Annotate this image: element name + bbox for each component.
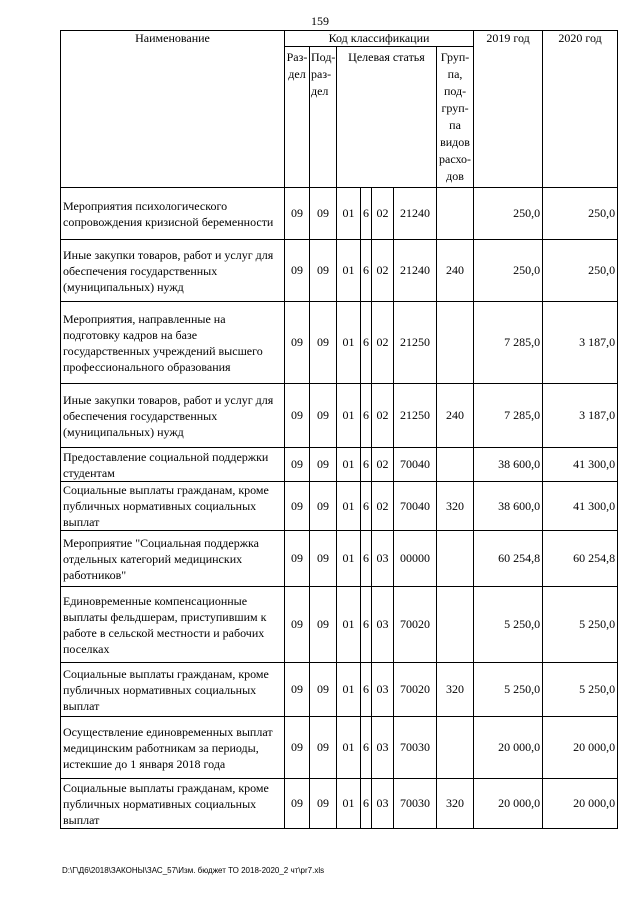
- row-value-2019: 38 600,0: [474, 448, 543, 482]
- row-target-event: 03: [372, 587, 394, 663]
- header-subsection: Под- раз- дел: [310, 47, 337, 188]
- row-target-program: 01: [337, 663, 361, 717]
- table-row: [61, 240, 618, 302]
- row-subsection: 09: [310, 384, 337, 448]
- row-subsection: 09: [310, 587, 337, 663]
- row-expense-type: [437, 531, 474, 587]
- row-value-2019: 250,0: [474, 188, 543, 240]
- row-target-program: 01: [337, 482, 361, 531]
- row-target-event: 03: [372, 779, 394, 829]
- row-expense-type: [437, 717, 474, 779]
- row-section: 09: [285, 587, 310, 663]
- row-value-2020: 250,0: [543, 188, 618, 240]
- table-row: [61, 188, 618, 240]
- row-value-2020: 3 187,0: [543, 384, 618, 448]
- row-value-2019: 20 000,0: [474, 717, 543, 779]
- row-subsection: 09: [310, 482, 337, 531]
- row-name: Иные закупки товаров, работ и услуг для обеспечения государственных (муниципальных) нужд: [61, 384, 285, 448]
- row-section: 09: [285, 663, 310, 717]
- row-name: Осуществление единовременных выплат медицинским работникам за периоды, истекшие до 1 января 2018 года: [61, 717, 285, 779]
- row-target-direction: 70020: [394, 587, 437, 663]
- row-target-event: 03: [372, 717, 394, 779]
- row-value-2019: 38 600,0: [474, 482, 543, 531]
- table-row: [61, 384, 618, 448]
- row-section: 09: [285, 448, 310, 482]
- row-expense-type: [437, 302, 474, 384]
- row-value-2020: 20 000,0: [543, 717, 618, 779]
- row-value-2019: 250,0: [474, 240, 543, 302]
- row-name: Мероприятия психологического сопровождения кризисной беременности: [61, 188, 285, 240]
- table-row: [61, 663, 618, 717]
- row-target-program: 01: [337, 531, 361, 587]
- row-section: 09: [285, 384, 310, 448]
- row-name: Социальные выплаты гражданам, кроме публичных нормативных социальных выплат: [61, 779, 285, 829]
- row-value-2020: 5 250,0: [543, 663, 618, 717]
- row-target-subprogram: 6: [361, 663, 372, 717]
- row-value-2020: 5 250,0: [543, 587, 618, 663]
- row-target-program: 01: [337, 587, 361, 663]
- row-target-subprogram: 6: [361, 384, 372, 448]
- row-target-program: 01: [337, 448, 361, 482]
- row-subsection: 09: [310, 779, 337, 829]
- table-row: [61, 482, 618, 531]
- table-row: [61, 531, 618, 587]
- row-subsection: 09: [310, 240, 337, 302]
- row-target-program: 01: [337, 717, 361, 779]
- row-target-program: 01: [337, 779, 361, 829]
- row-value-2020: 20 000,0: [543, 779, 618, 829]
- table-row: [61, 302, 618, 384]
- row-section: 09: [285, 779, 310, 829]
- row-value-2020: 41 300,0: [543, 482, 618, 531]
- row-value-2020: 41 300,0: [543, 448, 618, 482]
- row-section: 09: [285, 482, 310, 531]
- table-body: [61, 188, 618, 829]
- table-header: [61, 31, 618, 188]
- row-value-2020: 60 254,8: [543, 531, 618, 587]
- row-target-program: 01: [337, 188, 361, 240]
- row-target-subprogram: 6: [361, 779, 372, 829]
- row-section: 09: [285, 717, 310, 779]
- row-name: Мероприятие "Социальная поддержка отдельных категорий медицинских работников": [61, 531, 285, 587]
- file-path-footer: D:\Г\Д6\2018\ЗАКОНЫ\ЗАС_57\Изм. бюджет ТО 2018-2020_2 чт\pr7.xls: [62, 866, 325, 875]
- row-target-event: 02: [372, 482, 394, 531]
- row-target-subprogram: 6: [361, 587, 372, 663]
- row-target-event: 02: [372, 240, 394, 302]
- row-value-2019: 60 254,8: [474, 531, 543, 587]
- row-expense-type: 320: [437, 779, 474, 829]
- row-name: Предоставление социальной поддержки студентам: [61, 448, 285, 482]
- table-row: [61, 448, 618, 482]
- page-number: 159: [311, 14, 329, 28]
- row-target-subprogram: 6: [361, 302, 372, 384]
- row-target-direction: 70030: [394, 779, 437, 829]
- row-value-2019: 7 285,0: [474, 302, 543, 384]
- header-2019: 2019 год: [474, 31, 543, 188]
- row-expense-type: 320: [437, 482, 474, 531]
- row-expense-type: 320: [437, 663, 474, 717]
- row-subsection: 09: [310, 663, 337, 717]
- row-target-subprogram: 6: [361, 240, 372, 302]
- header-name: Наименование: [61, 31, 285, 188]
- row-target-subprogram: 6: [361, 482, 372, 531]
- row-target-direction: 00000: [394, 531, 437, 587]
- header-group: Груп- па, под- груп- па видов расхо- дов: [437, 47, 474, 188]
- row-value-2020: 250,0: [543, 240, 618, 302]
- row-target-event: 03: [372, 531, 394, 587]
- row-section: 09: [285, 531, 310, 587]
- row-target-direction: 70040: [394, 482, 437, 531]
- row-target-event: 02: [372, 448, 394, 482]
- row-target-subprogram: 6: [361, 531, 372, 587]
- header-section: Раз- дел: [285, 47, 310, 188]
- row-target-subprogram: 6: [361, 448, 372, 482]
- row-subsection: 09: [310, 448, 337, 482]
- row-target-direction: 21240: [394, 188, 437, 240]
- row-name: Единовременные компенсационные выплаты фельдшерам, приступившим к работе в сельской местности и рабочих поселках: [61, 587, 285, 663]
- row-target-program: 01: [337, 384, 361, 448]
- row-target-subprogram: 6: [361, 717, 372, 779]
- row-target-program: 01: [337, 302, 361, 384]
- row-expense-type: [437, 188, 474, 240]
- table-row: [61, 779, 618, 829]
- row-value-2020: 3 187,0: [543, 302, 618, 384]
- row-target-program: 01: [337, 240, 361, 302]
- row-section: 09: [285, 302, 310, 384]
- budget-table: [60, 30, 618, 829]
- row-subsection: 09: [310, 302, 337, 384]
- row-expense-type: [437, 587, 474, 663]
- row-target-event: 02: [372, 384, 394, 448]
- row-target-direction: 21250: [394, 302, 437, 384]
- row-expense-type: [437, 448, 474, 482]
- row-name: Иные закупки товаров, работ и услуг для обеспечения государственных (муниципальных) нужд: [61, 240, 285, 302]
- row-subsection: 09: [310, 531, 337, 587]
- table-row: [61, 717, 618, 779]
- row-name: Социальные выплаты гражданам, кроме публичных нормативных социальных выплат: [61, 482, 285, 531]
- row-target-event: 02: [372, 188, 394, 240]
- row-expense-type: 240: [437, 384, 474, 448]
- table-row: [61, 587, 618, 663]
- row-target-direction: 70040: [394, 448, 437, 482]
- header-2020: 2020 год: [543, 31, 618, 188]
- row-target-direction: 70020: [394, 663, 437, 717]
- row-section: 09: [285, 188, 310, 240]
- header-code: Код классификации: [285, 31, 474, 47]
- row-subsection: 09: [310, 717, 337, 779]
- row-subsection: 09: [310, 188, 337, 240]
- row-value-2019: 5 250,0: [474, 587, 543, 663]
- row-value-2019: 5 250,0: [474, 663, 543, 717]
- row-target-direction: 70030: [394, 717, 437, 779]
- header-target: Целевая статья: [337, 47, 437, 188]
- row-value-2019: 20 000,0: [474, 779, 543, 829]
- row-value-2019: 7 285,0: [474, 384, 543, 448]
- row-expense-type: 240: [437, 240, 474, 302]
- row-target-event: 03: [372, 663, 394, 717]
- row-target-direction: 21240: [394, 240, 437, 302]
- row-section: 09: [285, 240, 310, 302]
- row-name: Мероприятия, направленные на подготовку кадров на базе государственных учреждений высшего профессионального образования: [61, 302, 285, 384]
- row-name: Социальные выплаты гражданам, кроме публичных нормативных социальных выплат: [61, 663, 285, 717]
- row-target-subprogram: 6: [361, 188, 372, 240]
- row-target-event: 02: [372, 302, 394, 384]
- row-target-direction: 21250: [394, 384, 437, 448]
